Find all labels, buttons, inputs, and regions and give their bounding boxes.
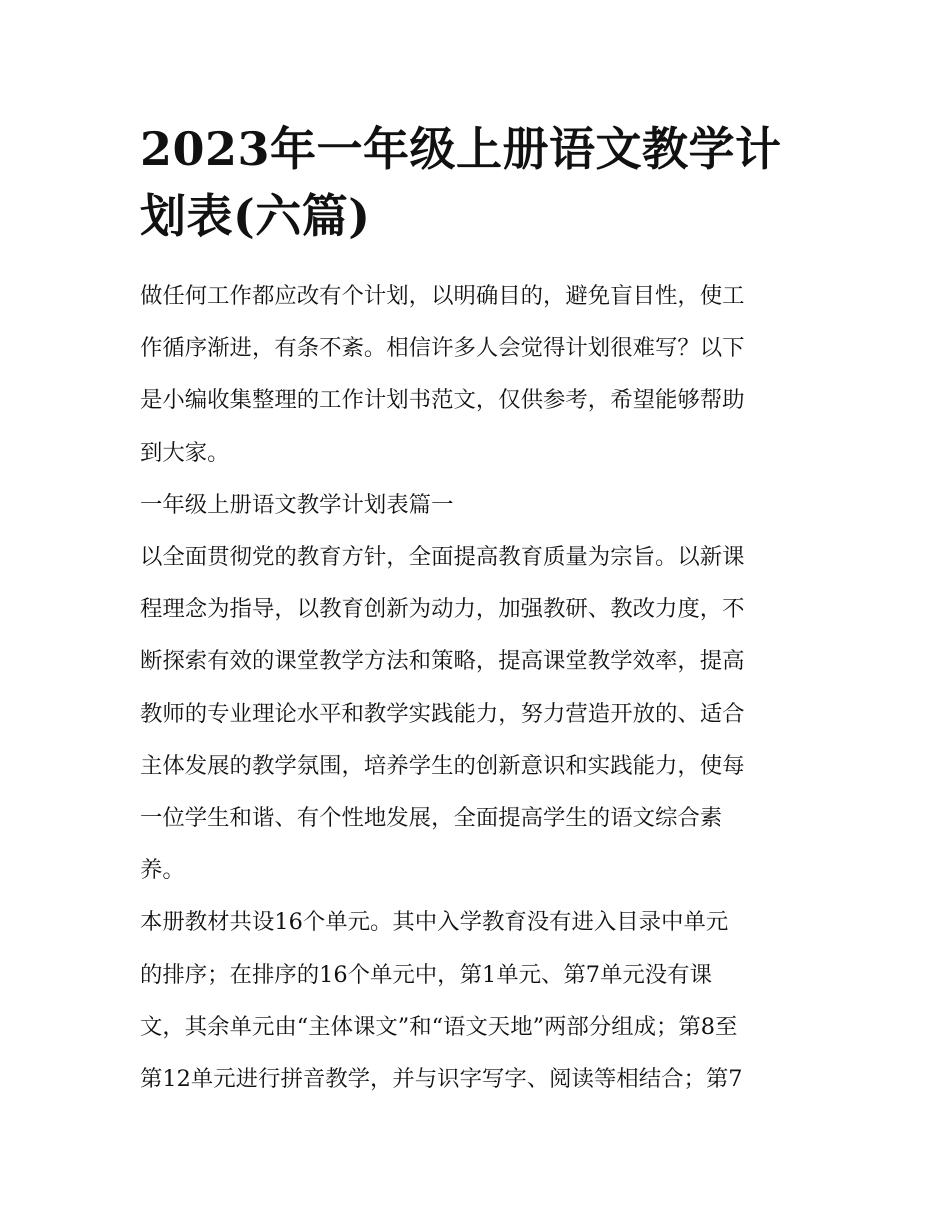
- section-heading-text: 一年级上册语文教学计划表篇一: [140, 491, 454, 518]
- intro-paragraph: [140, 270, 812, 479]
- text-line: 第12单元进行拼音教学，并与识字写字、阅读等相结合；第7: [140, 1066, 743, 1093]
- section-heading: [140, 479, 812, 531]
- text-line: 本册教材共设16个单元。其中入学教育没有进入目录中单元: [140, 909, 729, 936]
- paragraph-guiding-principle: [140, 531, 812, 896]
- text-line: 教师的专业理论水平和教学实践能力，努力营造开放的、适合: [140, 700, 745, 727]
- text-line: 断探索有效的课堂教学方法和策略，提高课堂教学效率，提高: [140, 648, 745, 675]
- title-line: 2023年一年级上册语文教学计: [140, 122, 782, 176]
- text-line: 到大家。: [140, 439, 230, 466]
- text-line: 是小编收集整理的工作计划书范文，仅供参考，希望能够帮助: [140, 387, 745, 414]
- text-line: 养。: [140, 857, 185, 884]
- text-line: 文，其余单元由“主体课文”和“语文天地”两部分组成；第8至: [140, 1013, 738, 1040]
- text-line: 做任何工作都应改有个计划，以明确目的，避免盲目性，使工: [140, 283, 745, 309]
- text-line: 的排序；在排序的16个单元中，第1单元、第7单元没有课: [140, 961, 712, 988]
- document-page: [140, 0, 812, 1105]
- text-line: 主体发展的教学氛围，培养学生的创新意识和实践能力，使每: [140, 752, 745, 779]
- document-title: [140, 0, 812, 250]
- document-body: [140, 270, 812, 1105]
- text-line: 程理念为指导，以教育创新为动力，加强教研、教改力度，不: [140, 596, 745, 623]
- text-line: 一位学生和谐、有个性地发展，全面提高学生的语文综合素: [140, 805, 723, 832]
- paragraph-textbook-overview: [140, 896, 812, 1105]
- title-line: 划表(六篇): [140, 189, 371, 243]
- text-line: 作循序渐进，有条不紊。相信许多人会觉得计划很难写？以下: [140, 335, 745, 362]
- text-line: 以全面贯彻党的教育方针，全面提高教育质量为宗旨。以新课: [140, 544, 745, 571]
